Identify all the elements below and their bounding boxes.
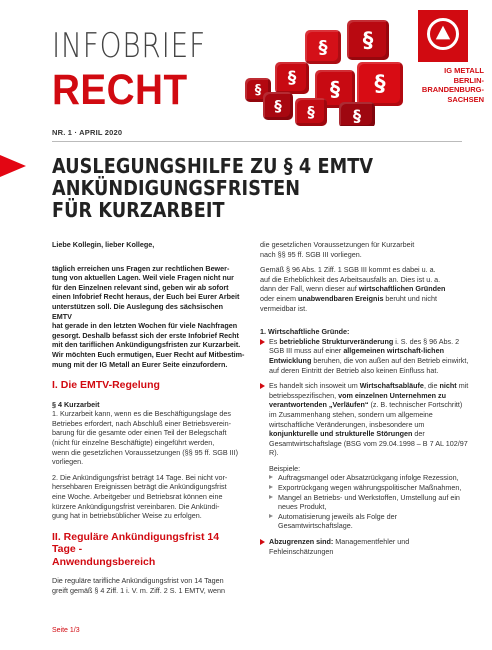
organisation-name: IG METALL BERLIN- BRANDENBURG- SACHSEN <box>421 66 484 104</box>
section-heading-emtv: I. Die EMTV-Regelung <box>52 379 160 392</box>
paragraph-die: § <box>245 78 271 102</box>
issue-number: NR. 1 · APRIL 2020 <box>52 128 123 137</box>
bullet-arrow-icon <box>269 495 273 499</box>
bullet-arrow-icon <box>260 383 265 389</box>
bullet-arrow-icon <box>260 339 265 345</box>
example-item: Exportrückgang wegen währungspolitischer Maßnahmen, <box>260 483 470 493</box>
list-item: Es handelt sich insoweit um Wirtschaftsabläufe, die nicht mit betriebsspezifischen, vom einzelnen Unternehmen zu verantwortenden „Verläufen“ (z. B. technischer Fortschritt) im Zusammenhang stehen, sondern um allgemeine wirtschaftliche Veränderungen, insbesondere um konjunkturelle und strukturelle Störungen der Gesamtwirtschaftslage (BSG vom 29.04.1998 – B 7 AL 102/97 R). <box>260 381 470 458</box>
list-item: Es betriebliche Strukturveränderung i. S. des § 96 Abs. 2 SGB III muss auf einer allgemeinen wirtschaft-lichen Entwicklung beruhen, die von außen auf den Betrieb einwirkt, auf deren Eintritt der Betrieb also keinen Einfluss hat. <box>260 337 470 375</box>
recht-title: RECHT <box>52 66 188 114</box>
intro-paragraph: täglich erreichen uns Fragen zur rechtlichen Bewer- tung von aktuellen Lagen. Weil viele Fragen nicht nur für den Einzelnen relevant sind, geben wir ab sofort einen Infobrief Recht heraus, der Euch bei Eurer Arbeit unterstützen soll. Die Auslegung des sächsischen EMTV hat gerade in den letzten Wochen für viele Nachfragen gesorgt. Deshalb befasst sich der erste Infobrief Recht mit den tariflichen Ankündigungsfristen zur Kurzarbeit. Wir möchten Euch ermutigen, Euer Recht auf Mitbestim- mung mit der IG Metall an Eurer Seite einzufordern. <box>52 263 245 369</box>
ig-metall-logo <box>418 10 468 62</box>
bullet-arrow-icon <box>269 475 273 479</box>
bullet-arrow-icon <box>269 514 273 518</box>
emtv-clause-2: 2. Die Ankündigungsfrist beträgt 14 Tage. Bei nicht vor- hersehbaren Ereignissen beträgt die Ankündigungsfrist eine Woche. Arbeitgeber und Betriebsrat können eine kürzere Ankündigungsfrist vereinbaren. Die Ankündi- gung hat in betriebsüblicher Weise zu erfolgen. <box>52 472 228 521</box>
erheblichkeit-paragraph: Gemäß § 96 Abs. 1 Ziff. 1 SGB III kommt es dabei u. a. auf die Erheblichkeit des Arbeitsausfalls an. Dies ist u. a. dann der Fall, wenn dieser auf wirtschaftlichen Gründen oder einem unabwendbaren Ereignis beruht und nicht vermeidbar ist. <box>260 265 446 313</box>
continued-paragraph: die gesetzlichen Voraussetzungen für Kurzarbeit nach §§ 95 ff. SGB III vorliegen. <box>260 240 415 259</box>
gruende-heading: 1. Wirtschaftliche Gründe: <box>260 327 350 337</box>
frist-paragraph: Die reguläre tarifliche Ankündigungsfrist von 14 Tagen greift gemäß § 4 Ziff. 1 i. V. m. Ziff. 2 S. 1 EMTV, wenn <box>52 576 225 595</box>
paragraph-die: § <box>347 20 389 60</box>
header-divider <box>52 141 462 142</box>
paragraph-die: § <box>275 62 309 94</box>
list-item: Abzugrenzen sind: Managementfehler und Fehleinschätzungen <box>260 537 470 556</box>
bullet-arrow-icon <box>260 539 265 545</box>
example-item: Auftragsmangel oder Absatzrückgang infolge Rezession, <box>260 473 470 483</box>
right-column <box>260 240 470 556</box>
left-column <box>52 240 245 601</box>
headline-arrow-icon <box>0 155 26 177</box>
document-headline: AUSLEGUNGSHILFE ZU § 4 EMTV ANKÜNDIGUNGSFRISTEN FÜR KURZARBEIT <box>52 154 374 222</box>
page-number: Seite 1/3 <box>52 627 80 634</box>
infobrief-title: INFOBRIEF <box>52 26 206 66</box>
paragraph-die: § <box>295 98 327 126</box>
section-heading-frist: II. Reguläre Ankündigungsfrist 14 Tage - Anwendungsbereich <box>52 530 220 568</box>
example-item: Mangel an Betriebs- und Werkstoffen, Umstellung auf ein neues Produkt, <box>260 493 470 512</box>
bullet-arrow-icon <box>269 485 273 489</box>
emtv-clause-1: 1. Kurzarbeit kann, wenn es die Beschäftigungslage des Betriebes erfordert, nach Abschluß einer Betriebsverein- barung für die gesamte oder einen Teil der Belegschaft (nicht für einzelne Beschäftigte) eingeführt werden, wenn die gesetzlichen Voraussetzungen (§§ 95 ff. SGB III) vorliegen. <box>52 409 239 467</box>
paragraph-die: § <box>339 102 375 126</box>
paragraph-die: § <box>357 62 403 106</box>
paragraph-die: § <box>305 30 341 64</box>
paragraph-die: § <box>263 92 293 120</box>
greeting: Liebe Kollegin, lieber Kollege, <box>52 240 155 249</box>
paragraph-die: § <box>315 70 355 108</box>
examples-heading: Beispiele: <box>269 463 301 473</box>
example-item: Automatisierung jeweils als Folge der Gesamtwirtschaftslage. <box>260 512 470 531</box>
paragraph-heading: § 4 Kurzarbeit <box>52 399 100 409</box>
